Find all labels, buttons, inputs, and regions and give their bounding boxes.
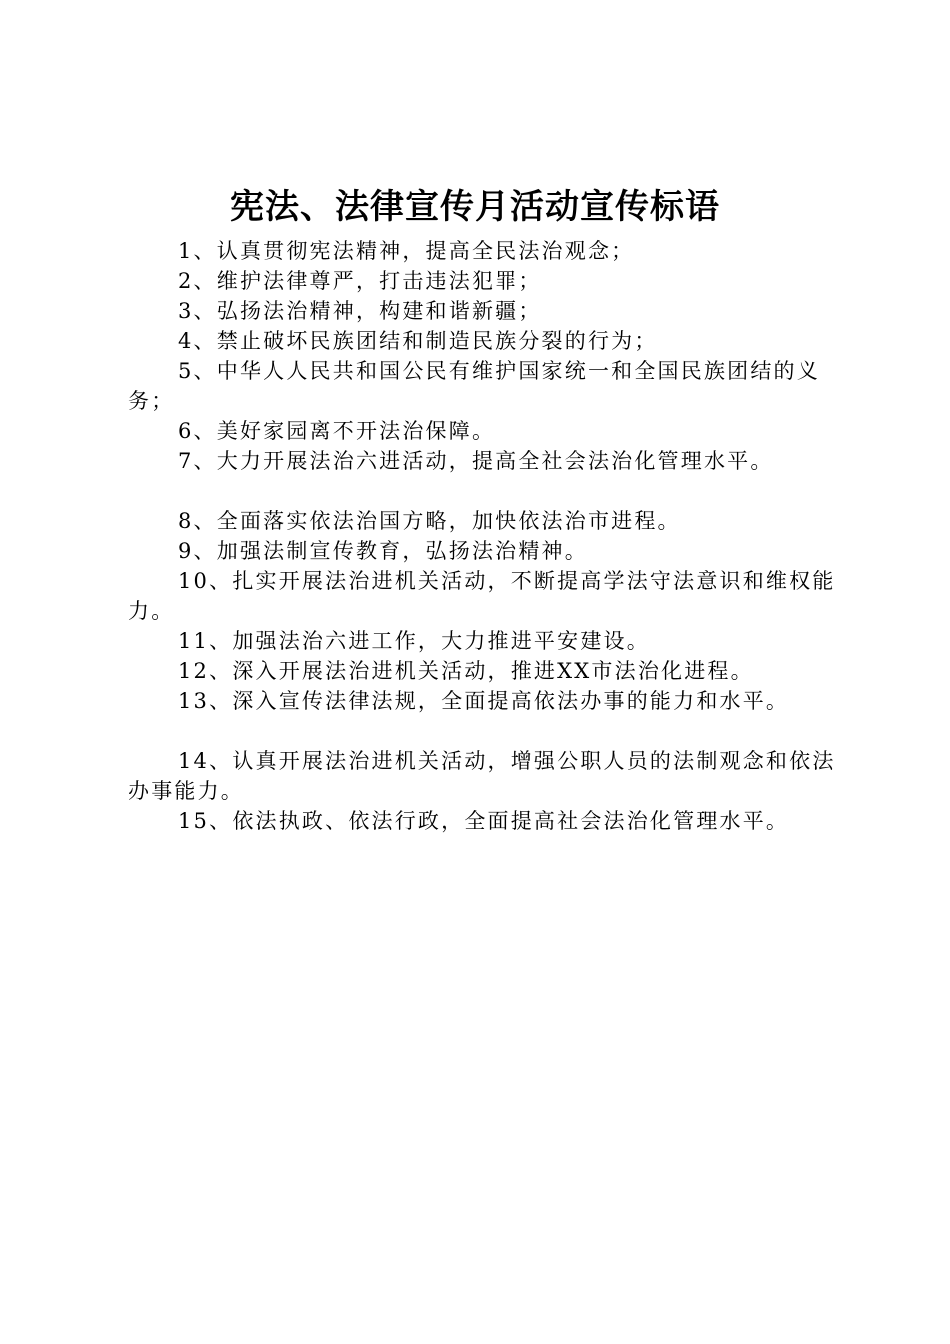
slogan-item: 5、中华人人民共和国公民有维护国家统一和全国民族团结的义务； — [128, 359, 820, 413]
slogan-list — [128, 236, 838, 836]
slogan-item: 14、认真开展法治进机关活动，增强公职人员的法制观念和依法办事能力。 — [128, 749, 836, 803]
slogan-item: 1、认真贯彻宪法精神，提高全民法治观念； — [178, 239, 635, 263]
slogan-item: 10、扎实开展法治进机关活动，不断提高学法守法意识和维权能力。 — [128, 569, 836, 623]
slogan-item: 15、依法执政、依法行政，全面提高社会法治化管理水平。 — [178, 809, 790, 833]
slogan-item: 3、弘扬法治精神，构建和谐新疆； — [178, 299, 542, 323]
slogan-item: 9、加强法制宣传教育，弘扬法治精神。 — [178, 539, 588, 563]
slogan-item: 2、维护法律尊严，打击违法犯罪； — [178, 269, 542, 293]
slogan-item: 12、深入开展法治进机关活动，推进XX市法治化进程。 — [178, 659, 754, 683]
slogan-item: 7、大力开展法治六进活动，提高全社会法治化管理水平。 — [178, 449, 774, 473]
slogan-item: 13、深入宣传法律法规，全面提高依法办事的能力和水平。 — [178, 689, 790, 713]
slogan-item: 6、美好家园离不开法治保障。 — [178, 419, 496, 443]
slogan-item: 11、加强法治六进工作，大力推进平安建设。 — [178, 629, 650, 653]
slogan-item: 8、全面落实依法治国方略，加快依法治市进程。 — [178, 509, 681, 533]
slogan-item: 4、禁止破坏民族团结和制造民族分裂的行为； — [178, 329, 658, 353]
document-title: 宪法、法律宣传月活动宣传标语 — [230, 187, 720, 227]
